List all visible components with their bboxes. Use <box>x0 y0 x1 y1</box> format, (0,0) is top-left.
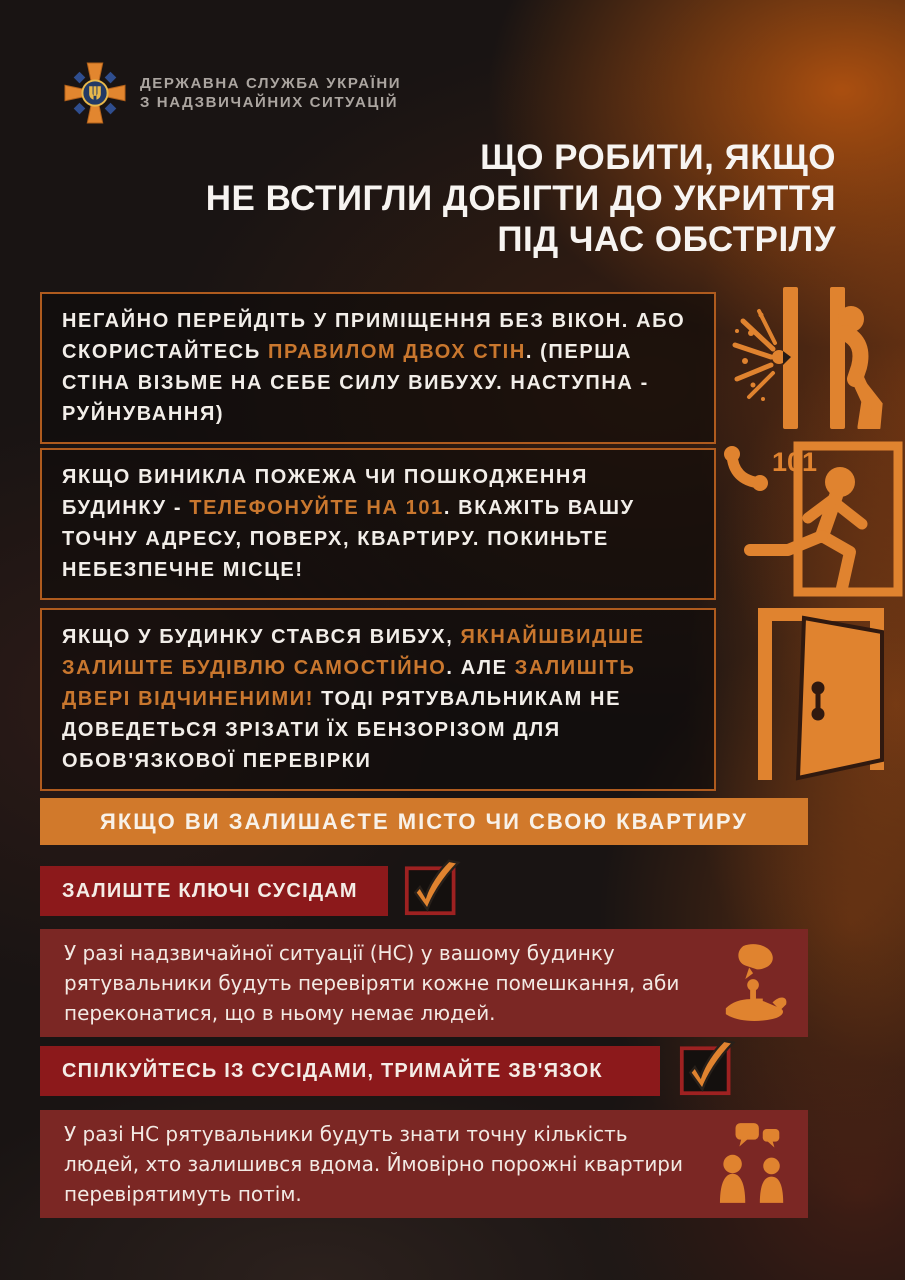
instruction-text: ЯКЩО ВИНИКЛА ПОЖЕЖА ЧИ ПОШКОДЖЕННЯ БУДИНКУ - <box>62 466 588 519</box>
agency-name-line2: З НАДЗВИЧАЙНИХ СИТУАЦІЙ <box>140 94 399 111</box>
checklist-label-keys <box>40 866 388 916</box>
hand-giving-key-icon <box>720 942 790 1024</box>
instruction-highlight: ЯКНАЙШВИДШЕ ЗАЛИШТЕ БУДІВЛЮ САМОСТІЙНО <box>62 626 645 679</box>
explosion-two-walls-icon <box>727 287 905 429</box>
instruction-box-two-walls <box>40 292 716 444</box>
instruction-text: ТОДІ РЯТУВАЛЬНИКАМ НЕ ДОВЕДЕТЬСЯ ЗРІЗАТИ ЇХ БЕНЗОРІЗОМ ДЛЯ ОБОВ'ЯЗКОВОЇ ПЕРЕВІРКИ <box>62 688 622 772</box>
checkbox-checked-icon <box>679 1037 737 1097</box>
checklist-label-text: ЗАЛИШТЕ КЛЮЧІ СУСІДАМ <box>62 879 358 902</box>
checklist-description-neighbors <box>40 1110 808 1218</box>
title-line2: НЕ ВСТИГЛИ ДОБІГТИ ДО УКРИТТЯ <box>205 179 836 218</box>
instruction-highlight: ТЕЛЕФОНУЙТЕ НА 101 <box>189 497 444 519</box>
call-101-running-exit-icon <box>722 438 905 600</box>
section-banner-label: ЯКЩО ВИ ЗАЛИШАЄТЕ МІСТО ЧИ СВОЮ КВАРТИРУ <box>100 808 748 834</box>
agency-brand <box>64 62 401 124</box>
title-line3: ПІД ЧАС ОБСТРІЛУ <box>497 220 836 259</box>
checkbox-checked-icon <box>404 857 462 917</box>
agency-name-line1: ДЕРЖАВНА СЛУЖБА УКРАЇНИ <box>140 75 402 92</box>
instruction-highlight: ПРАВИЛОМ ДВОХ СТІН <box>267 341 526 363</box>
title-line1: ЩО РОБИТИ, ЯКЩО <box>480 138 836 177</box>
page-title <box>206 137 836 260</box>
instruction-box-call-101 <box>40 448 716 600</box>
instruction-highlight: ЗАЛИШІТЬ ДВЕРІ ВІДЧИНЕНИМИ! <box>62 657 636 710</box>
instruction-text: ЯКЩО У БУДИНКУ СТАВСЯ ВИБУХ, <box>62 626 461 648</box>
open-door-icon <box>748 600 903 782</box>
checklist-label-text: СПІЛКУЙТЕСЬ ІЗ СУСІДАМИ, ТРИМАЙТЕ ЗВ'ЯЗОК <box>62 1059 603 1082</box>
instruction-text: . (ПЕРША СТІНА ВІЗЬМЕ НА СЕБЕ СИЛУ ВИБУХУ. НАСТУПНА - РУЙНУВАННЯ) <box>62 341 649 425</box>
people-talking-icon <box>718 1122 790 1206</box>
description-text: У разі НС рятувальники будуть знати точну кількість людей, хто залишився вдома. Ймовірно порожні квартири перевірятимуть потім. <box>64 1122 684 1206</box>
checklist-label-neighbors <box>40 1046 660 1096</box>
checklist-description-keys <box>40 929 808 1037</box>
instruction-box-open-door <box>40 608 716 791</box>
section-banner <box>40 798 808 845</box>
instruction-text: НЕГАЙНО ПЕРЕЙДІТЬ У ПРИМІЩЕННЯ БЕЗ ВІКОН. АБО СКОРИСТАЙТЕСЬ <box>62 310 686 363</box>
agency-name <box>140 74 401 112</box>
instruction-text: . АЛЕ <box>446 657 515 679</box>
instruction-text: . ВКАЖІТЬ ВАШУ ТОЧНУ АДРЕСУ, ПОВЕРХ, КВАРТИРУ. ПОКИНЬТЕ НЕБЕЗПЕЧНЕ МІСЦЕ! <box>62 497 635 581</box>
dsns-emblem-icon <box>64 62 126 124</box>
phone-number-label: 101 <box>772 447 818 477</box>
phone-101-icon <box>724 446 817 491</box>
description-text: У разі надзвичайної ситуації (НС) у вашому будинку рятувальники будуть перевіряти кожне помешкання, аби переконатися, що в ньому немає людей. <box>64 941 680 1025</box>
